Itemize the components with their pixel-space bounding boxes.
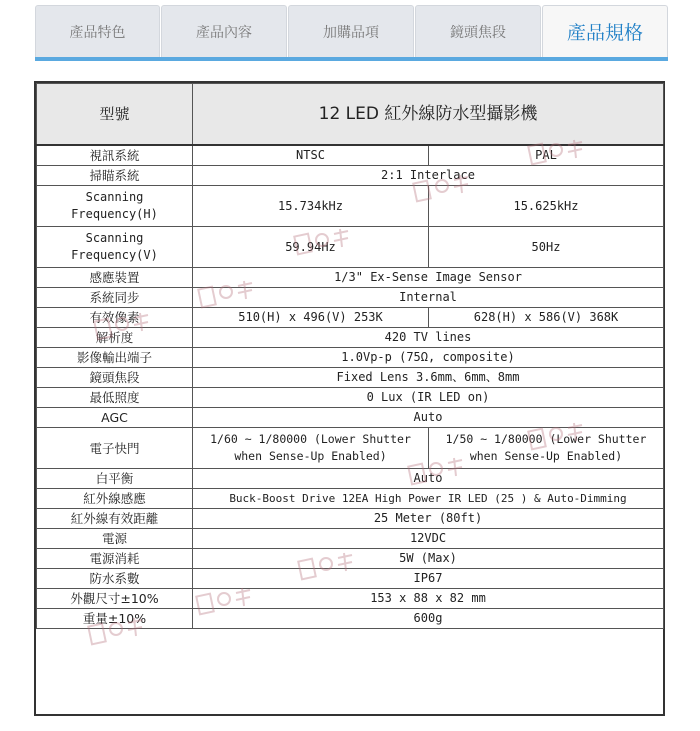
spec-label: 電源消耗	[37, 549, 193, 569]
spec-label: 紅外線有效距離	[37, 509, 193, 529]
spec-value-ntsc: 510(H) x 496(V) 253K	[193, 308, 429, 328]
tab-underline	[35, 57, 668, 61]
spec-label: 解析度	[37, 328, 193, 348]
table-row	[37, 368, 664, 388]
spec-label: 電子快門	[37, 428, 193, 469]
table-row	[37, 145, 664, 166]
table-row	[37, 186, 664, 227]
table-row	[37, 288, 664, 308]
spec-value-ntsc: 15.734kHz	[193, 186, 429, 227]
spec-label: 系統同步	[37, 288, 193, 308]
spec-value: 153 x 88 x 82 mm	[193, 589, 664, 609]
spec-value: 12VDC	[193, 529, 664, 549]
spec-value: 25 Meter (80ft)	[193, 509, 664, 529]
spec-label: 外觀尺寸±10%	[37, 589, 193, 609]
spec-label: 視訊系統	[37, 145, 193, 166]
spec-value: 2:1 Interlace	[193, 166, 664, 186]
spec-label: Scanning Frequency(H)	[37, 186, 193, 227]
table-row	[37, 227, 664, 268]
spec-label: 電源	[37, 529, 193, 549]
table-row	[37, 308, 664, 328]
spec-label: 掃瞄系統	[37, 166, 193, 186]
spec-value: 420 TV lines	[193, 328, 664, 348]
tab-contents[interactable]: 產品內容	[161, 5, 287, 57]
spec-value-ntsc: 59.94Hz	[193, 227, 429, 268]
spec-value: Auto	[193, 469, 664, 489]
spec-value-pal: 50Hz	[429, 227, 664, 268]
spec-label: 白平衡	[37, 469, 193, 489]
table-row	[37, 408, 664, 428]
spec-label: 有效像素	[37, 308, 193, 328]
table-row	[37, 609, 664, 629]
spec-value-pal: 15.625kHz	[429, 186, 664, 227]
spec-value: 1.0Vp-p (75Ω, composite)	[193, 348, 664, 368]
spec-label: 紅外線感應	[37, 489, 193, 509]
table-row	[37, 388, 664, 408]
table-row	[37, 268, 664, 288]
tab-specifications[interactable]: 產品規格	[542, 5, 668, 57]
table-row	[37, 166, 664, 186]
spec-label: AGC	[37, 408, 193, 428]
table-row	[37, 589, 664, 609]
table-row	[37, 509, 664, 529]
spec-value: IP67	[193, 569, 664, 589]
tab-addons[interactable]: 加購品項	[288, 5, 414, 57]
table-row	[37, 428, 664, 469]
spec-value: Buck-Boost Drive 12EA High Power IR LED (25 ) & Auto-Dimming	[193, 489, 664, 509]
spec-label: 重量±10%	[37, 609, 193, 629]
table-header-row	[37, 84, 664, 146]
spec-value: 5W (Max)	[193, 549, 664, 569]
spec-value: 0 Lux (IR LED on)	[193, 388, 664, 408]
table-row	[37, 549, 664, 569]
spec-label: 防水系數	[37, 569, 193, 589]
product-tabs	[35, 5, 668, 57]
spec-value-ntsc: NTSC	[193, 145, 429, 166]
model-value: 12 LED 紅外線防水型攝影機	[193, 84, 664, 146]
spec-value-ntsc: 1/60 ~ 1/80000 (Lower Shutter when Sense-Up Enabled)	[193, 428, 429, 469]
spec-label: 鏡頭焦段	[37, 368, 193, 388]
spec-label: Scanning Frequency(V)	[37, 227, 193, 268]
table-row	[37, 569, 664, 589]
spec-table-frame	[34, 81, 665, 716]
table-row	[37, 469, 664, 489]
spec-value: Auto	[193, 408, 664, 428]
spec-value: Fixed Lens 3.6mm、6mm、8mm	[193, 368, 664, 388]
table-row	[37, 328, 664, 348]
spec-value-pal: 1/50 ~ 1/80000 (Lower Shutter when Sense-Up Enabled)	[429, 428, 664, 469]
spec-label: 感應裝置	[37, 268, 193, 288]
spec-value: 600g	[193, 609, 664, 629]
spec-value: Internal	[193, 288, 664, 308]
spec-value-pal: 628(H) x 586(V) 368K	[429, 308, 664, 328]
tab-lens-focal[interactable]: 鏡頭焦段	[415, 5, 541, 57]
table-row	[37, 489, 664, 509]
spec-value: 1/3" Ex-Sense Image Sensor	[193, 268, 664, 288]
table-row	[37, 529, 664, 549]
model-label: 型號	[37, 84, 193, 146]
table-row	[37, 348, 664, 368]
spec-label: 影像輸出端子	[37, 348, 193, 368]
spec-label: 最低照度	[37, 388, 193, 408]
spec-value-pal: PAL	[429, 145, 664, 166]
tab-features[interactable]: 產品特色	[35, 5, 160, 57]
spec-table	[36, 83, 664, 629]
